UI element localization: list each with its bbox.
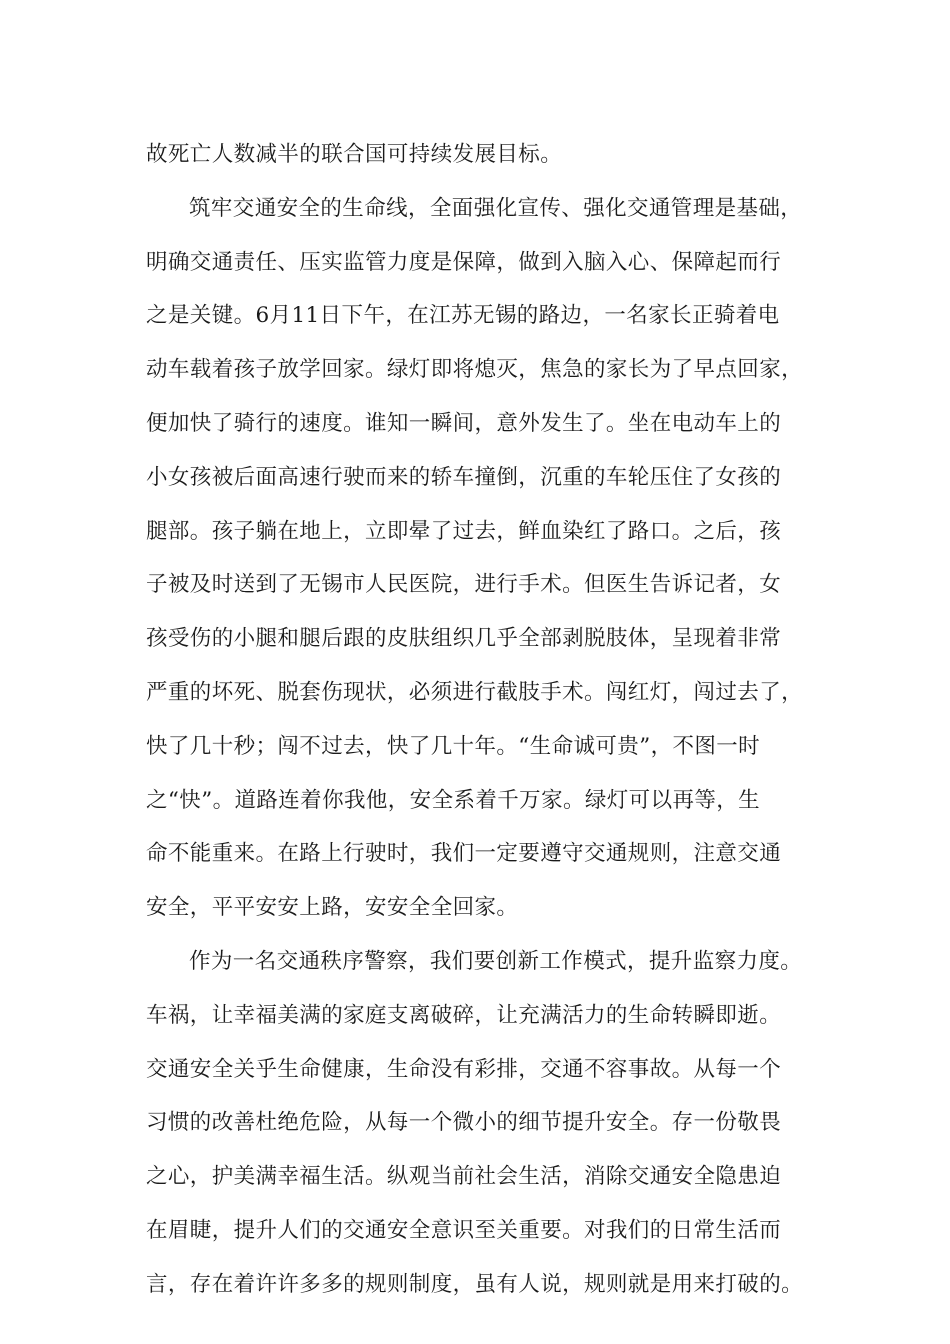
document-body bbox=[146, 128, 826, 1312]
text-line: 腿部。孩子躺在地上，立即晕了过去，鲜血染红了路口。之后，孩 bbox=[146, 518, 782, 544]
text-line: 车祸，让幸福美满的家庭支离破碎，让充满活力的生命转瞬即逝。 bbox=[146, 1002, 782, 1028]
text-line: 严重的坏死、脱套伤现状，必须进行截肢手术。闯红灯，闯过去了， bbox=[146, 679, 804, 705]
text-line: 交通安全关乎生命健康，生命没有彩排，交通不容事故。从每一个 bbox=[146, 1056, 782, 1082]
text-line: 子被及时送到了无锡市人民医院，进行手术。但医生告诉记者，女 bbox=[146, 572, 782, 598]
text-line: 安全，平平安安上路，安安全全回家。 bbox=[146, 895, 519, 921]
text-line: 习惯的改善杜绝危险，从每一个微小的细节提升安全。存一份敬畏 bbox=[146, 1110, 782, 1136]
text-line: 之心，护美满幸福生活。纵观当前社会生活，消除交通安全隐患迫 bbox=[146, 1164, 782, 1190]
paragraph-first-line: 作为一名交通秩序警察，我们要创新工作模式，提升监察力度。 bbox=[189, 948, 803, 974]
text-line: 在眉睫，提升人们的交通安全意识至关重要。对我们的日常生活而 bbox=[146, 1217, 782, 1243]
text-line: 言，存在着许许多多的规则制度，虽有人说，规则就是用来打破的。 bbox=[146, 1271, 804, 1297]
text-line: 命不能重来。在路上行驶时，我们一定要遵守交通规则，注意交通 bbox=[146, 841, 782, 867]
text-line: 明确交通责任、压实监管力度是保障，做到入脑入心、保障起而行 bbox=[146, 249, 782, 275]
text-line: 孩受伤的小腿和腿后跟的皮肤组织几乎全部剥脱肢体，呈现着非常 bbox=[146, 626, 782, 652]
text-line: 动车载着孩子放学回家。绿灯即将熄灭，焦急的家长为了早点回家， bbox=[146, 357, 804, 383]
text-line: 之是关键。6月11日下午，在江苏无锡的路边，一名家长正骑着电 bbox=[146, 303, 780, 329]
paragraph-first-line: 筑牢交通安全的生命线，全面强化宣传、强化交通管理是基础， bbox=[189, 195, 803, 221]
text-line: 之“快”。道路连着你我他，安全系着千万家。绿灯可以再等，生 bbox=[146, 787, 761, 813]
text-line: 快了几十秒；闯不过去，快了几十年。“生命诚可贵”，不图一时 bbox=[146, 733, 761, 759]
text-line: 故死亡人数减半的联合国可持续发展目标。 bbox=[146, 142, 563, 167]
text-line: 小女孩被后面高速行驶而来的轿车撞倒，沉重的车轮压住了女孩的 bbox=[146, 464, 782, 490]
text-line: 便加快了骑行的速度。谁知一瞬间，意外发生了。坐在电动车上的 bbox=[146, 410, 782, 436]
